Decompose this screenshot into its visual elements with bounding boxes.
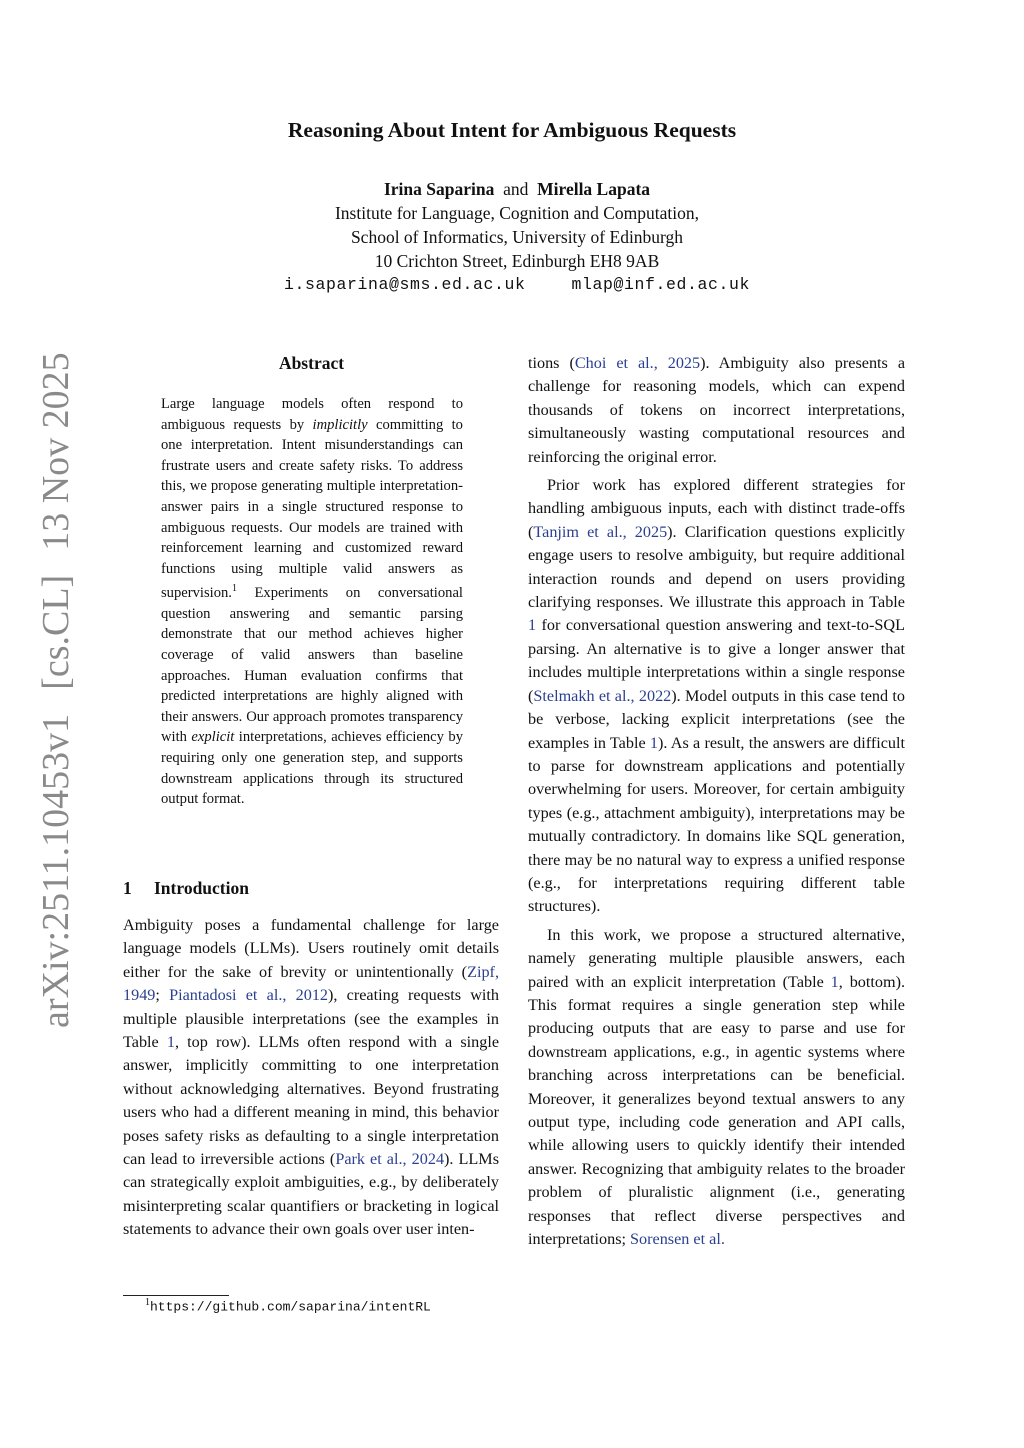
email-2[interactable]: mlap@inf.ed.ac.uk <box>571 275 751 294</box>
footnote-url[interactable]: https://github.com/saparina/intentRL <box>150 1299 431 1315</box>
arxiv-date: 13 Nov 2025 <box>35 352 77 551</box>
section-title: Introduction <box>154 878 249 898</box>
table-ref-1[interactable]: 1 <box>830 972 839 991</box>
intro-paragraph-1-cont <box>528 352 905 469</box>
author-2: Mirella Lapata <box>537 179 651 199</box>
abstract-explicit: explicit <box>191 729 235 746</box>
citation-sorensen[interactable]: Sorensen et al. <box>630 1230 725 1249</box>
text-run: Prior work has explored different strategies for handling ambiguous inputs, each with distinct trade-offs ( <box>528 476 905 541</box>
text-run: Ambiguity poses a fundamental challenge for large language models (LLMs). Users routinely omit details either for the sake of brevity or unintentionally ( <box>123 916 499 981</box>
text-run: In this work, we propose a structured alternative, namely generating multiple plausible answers, each paired with an explicit interpretation (Table <box>528 925 905 991</box>
text-run: ). Model outputs in this case tend to be verbose, lacking explicit interpretations (see the examples in Table <box>528 686 905 752</box>
arxiv-sidebar-stamp <box>30 352 82 1028</box>
author-1: Irina Saparina <box>383 179 495 199</box>
paper-title: Reasoning About Intent for Ambiguous Requests <box>287 118 737 142</box>
abstract-text-2: committing to one interpretation. Intent misunderstandings can frustrate users and create safety risks. To address this, we propose generating multiple interpretation-answer pairs in a single structured response to ambiguous requests. Our models are trained with reinforcement learning and customized reward functions using multiple valid answers as supervision. <box>161 416 463 602</box>
text-run: , top row). LLMs often respond with a single answer, implicitly committing to one interpretation without acknowledging alternatives. Beyond frustrating users who had a different meaning in mind, this behavior poses safety risks as defaulting to a single interpretation can lead to irreversible actions ( <box>123 1033 500 1169</box>
text-run: ). As a result, the answers are difficult to parse for downstream applications and potentially overwhelming for users. Moreover, for certain ambiguity types (e.g., attachment ambiguity), interpretations may be mutually contradictory. In domains like SQL generation, there may be no natural way to express a unified response (e.g., for interpretations requiring different table structures). <box>528 733 905 916</box>
text-run: , bottom). This format requires a single generation step while producing outputs that are easy to parse and use for downstream applications, e.g., in agentic systems where branching across interpretations can be beneficial. Moreover, it generalizes beyond textual answers to any output type, including code generation and API calls, while allowing users to quickly identify their intended answer. Recognizing that ambiguity relates to the broader problem of pluralistic alignment (i.e., generating responses that reflect diverse perspectives and interpretations; <box>528 972 906 1249</box>
arxiv-category: [cs.CL] <box>35 574 77 690</box>
abstract-text-4: interpretations, achieves efficiency by requiring only one generation step, and supports downstream applications through its structured output format. <box>161 729 464 808</box>
author-block <box>0 177 1024 297</box>
text-run: ). Clarification questions explicitly engage users to resolve ambiguity, but require additional interaction rounds and depend on users providing clarifying responses. We illustrate this approach in Table <box>528 522 905 612</box>
abstract-heading: Abstract <box>278 353 345 373</box>
abstract-text-1: Large language models often respond to ambiguous requests by <box>161 396 463 433</box>
affiliation-2: School of Informatics, University of Edinburgh <box>350 227 684 247</box>
citation-piantadosi[interactable]: Piantadosi et al., 2012 <box>169 986 329 1005</box>
intro-paragraph-2 <box>528 474 905 919</box>
citation-choi[interactable]: Choi et al., 2025 <box>574 354 701 372</box>
right-column <box>528 352 905 1251</box>
citation-park[interactable]: Park et al., 2024 <box>335 1150 445 1169</box>
intro-paragraph-1 <box>123 914 499 1242</box>
abstract-body <box>161 394 463 810</box>
text-run: ). LLMs can strategically exploit ambiguities, e.g., by deliberately misinterpreting scalar quantifiers or bracketing in logical statements to advance their own goals over user inten- <box>123 1150 500 1239</box>
table-ref-1[interactable]: 1 <box>528 616 537 635</box>
citation-zipf[interactable]: Zipf, 1949 <box>123 962 499 1005</box>
left-column <box>123 914 499 1242</box>
table-ref-1[interactable]: 1 <box>649 733 658 752</box>
section-heading-introduction <box>123 878 249 899</box>
text-run: for conversational question answering and text-to-SQL parsing. An alternative is to give a longer answer that includes multiple interpretations within a single response ( <box>528 616 905 705</box>
emails <box>0 273 1024 297</box>
footnote-rule <box>123 1295 229 1296</box>
abstract-text-3: Experiments on conversational question answering and semantic parsing demonstrate that our method achieves higher coverage of valid answers than baseline approaches. Human evaluation confirms that predicted interpretations are highly aligned with their answers. Our approach promotes transparency with <box>161 585 463 746</box>
text-run: ). Ambiguity also presents a challenge for reasoning models, which can expend thousands of tokens on incorrect interpretations, simultaneously wasting computational resources and reinforcing the original error. <box>528 354 906 466</box>
affiliation-1: Institute for Language, Cognition and Computation, <box>334 203 700 223</box>
table-ref-1[interactable]: 1 <box>166 1033 175 1052</box>
abstract-implicitly: implicitly <box>312 416 368 433</box>
footnote <box>145 1297 431 1314</box>
footnote-number: 1 <box>145 1297 150 1308</box>
text-run: ; <box>155 986 170 1005</box>
footnote-marker[interactable]: 1 <box>231 583 237 595</box>
citation-tanjim[interactable]: Tanjim et al., 2025 <box>533 522 668 541</box>
email-1[interactable]: i.saparina@sms.ed.ac.uk <box>283 275 526 294</box>
intro-paragraph-3 <box>528 924 905 1252</box>
text-run: tions ( <box>528 354 575 372</box>
address: 10 Crichton Street, Edinburgh EH8 9AB <box>374 251 660 271</box>
citation-stelmakh[interactable]: Stelmakh et al., 2022 <box>533 686 672 705</box>
author-and: and <box>503 179 529 199</box>
section-number: 1 <box>123 878 132 898</box>
text-run: ), creating requests with multiple plausible interpretations (see the examples in Table <box>123 986 500 1052</box>
author-names <box>0 177 1024 201</box>
arxiv-id[interactable]: arXiv:2511.10453v1 <box>35 713 77 1028</box>
